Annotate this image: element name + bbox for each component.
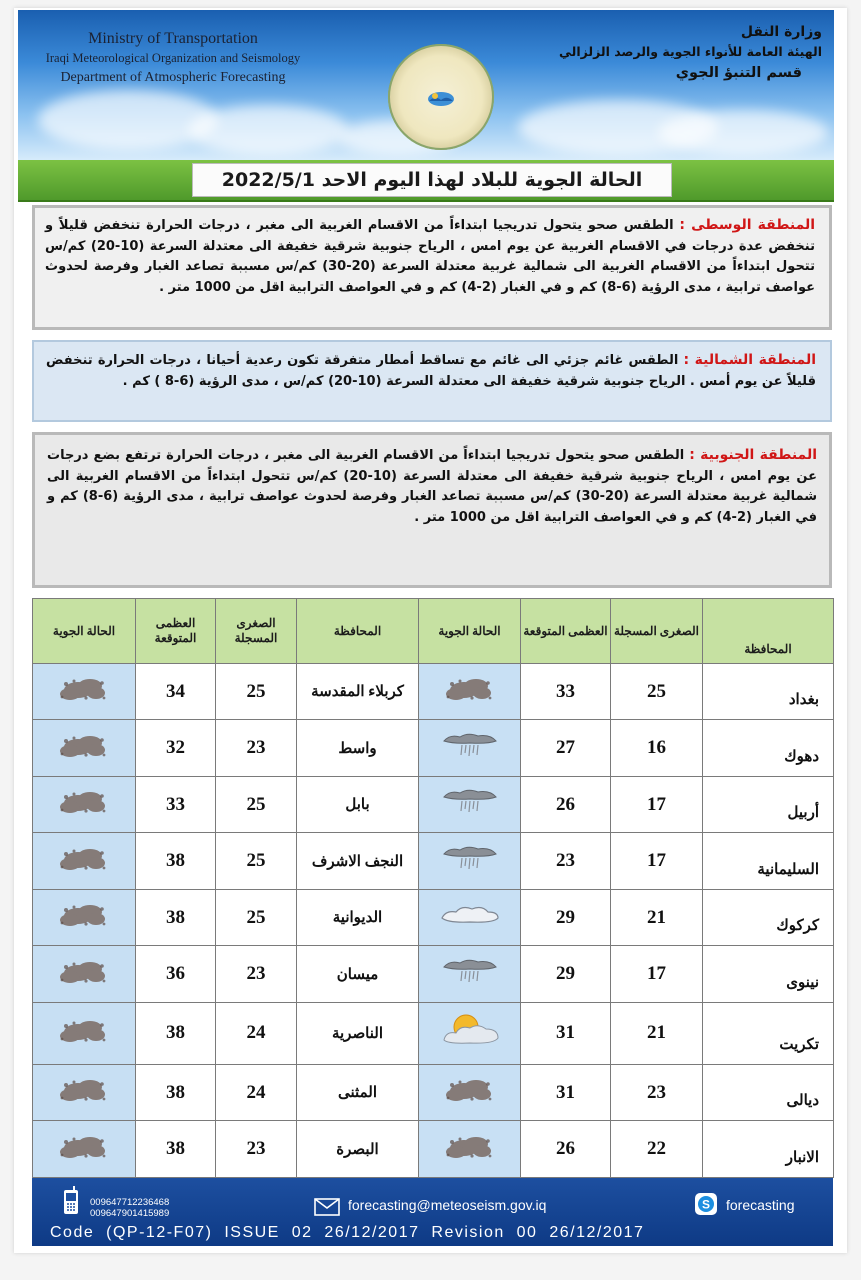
table-row: [33, 833, 834, 889]
min-temp-left: 23: [216, 946, 297, 1002]
table-row: [33, 664, 834, 720]
weather-icon-cell-right: [419, 833, 521, 889]
min-temp-right: 16: [611, 720, 703, 776]
header-weather-left: الحالة الجوية: [33, 599, 136, 664]
min-temp-right: 17: [611, 776, 703, 832]
table-row: [33, 946, 834, 1002]
organization-name-en: Iraqi Meteorological Organization and Seismology: [45, 51, 301, 65]
max-temp-left: 38: [136, 1002, 216, 1064]
table-header-row: [33, 599, 834, 664]
table-row: [33, 1064, 834, 1120]
dust-icon: [56, 1073, 112, 1112]
region-north-label: المنطقة الشمالية :: [683, 352, 816, 368]
weather-icon-cell-right: [419, 1064, 521, 1120]
dust-icon: [56, 842, 112, 881]
header-min-right: الصغرى المسجلة: [611, 599, 703, 664]
min-temp-right: 25: [611, 664, 703, 720]
min-temp-right: 17: [611, 946, 703, 1002]
weather-icon-cell-left: [33, 1121, 136, 1178]
province-name-left: البصرة: [297, 1121, 419, 1178]
min-temp-right: 21: [611, 1002, 703, 1064]
table-row: [33, 776, 834, 832]
province-name-right: تكريت: [703, 1002, 834, 1064]
table-row: [33, 889, 834, 945]
header-banner: [18, 10, 834, 160]
region-central-label: المنطقة الوسطى :: [679, 217, 816, 233]
min-temp-right: 21: [611, 889, 703, 945]
header-min-left: الصغرى المسجلة: [216, 599, 297, 664]
province-name-right: ديالى: [703, 1064, 834, 1120]
phone-icon: [62, 1186, 80, 1216]
weather-icon-cell-left: [33, 664, 136, 720]
ministry-name-en: Ministry of Transportation: [88, 30, 258, 47]
rain-cloud-icon: [440, 731, 500, 766]
weather-icon-cell-right: [419, 1121, 521, 1178]
dust-icon: [56, 898, 112, 937]
province-name-right: كركوك: [703, 889, 834, 945]
weather-icon-cell-right: [419, 776, 521, 832]
svg-text:S: S: [701, 1197, 711, 1212]
region-north: [32, 340, 832, 422]
partly-cloudy-icon: [438, 1012, 502, 1055]
region-central-text: الطقس صحو يتحول تدريجيا ابتداءاً من الاقسام الغربية الى مغبر ، درجات الحرارة تنخفض قليلاً و تنخفض عدة درجات في الاقسام الغربية عن يوم امس ، الرياح جنوبية شرقية خفيفة الى معتدلة السرعة (10-20) كم/س تتحول ابتداءاً من الاقسام الغربية الى شمالية غربية معتدلة السرعة (20-30) كم/س مسببة تصاعد الغبار وفرصة لحدوث عواصف ترابية ، مدى الرؤية (6-8) كم و في الغبار (2-4) كم و في العواصف الترابية اقل من 1000 متر .: [45, 218, 815, 295]
max-temp-left: 38: [136, 1121, 216, 1178]
skype-handle[interactable]: forecasting: [726, 1197, 795, 1213]
header-province-right: المحافظة: [703, 599, 834, 664]
province-name-left: النجف الاشرف: [297, 833, 419, 889]
skype-icon: [695, 1193, 717, 1215]
max-temp-right: 29: [521, 889, 611, 945]
table-row: [33, 720, 834, 776]
forecast-table: [32, 598, 834, 1178]
rain-cloud-icon: [440, 957, 500, 992]
max-temp-right: 26: [521, 776, 611, 832]
weather-icon-cell-right: [419, 889, 521, 945]
header-arabic: [542, 24, 822, 81]
dust-icon: [442, 1130, 498, 1169]
max-temp-left: 38: [136, 889, 216, 945]
province-name-right: دهوك: [703, 720, 834, 776]
max-temp-right: 33: [521, 664, 611, 720]
dust-icon: [56, 672, 112, 711]
min-temp-right: 17: [611, 833, 703, 889]
max-temp-left: 38: [136, 833, 216, 889]
max-temp-right: 26: [521, 1121, 611, 1178]
weather-icon-cell-left: [33, 889, 136, 945]
rain-cloud-icon: [440, 787, 500, 822]
region-north-text: الطقس غائم جزئي الى غائم مع تساقط أمطار متفرقة تكون رعدية أحيانا ، درجات الحرارة تنخفض قليلاً عن يوم أمس . الرياح جنوبية شرقية خفيفة الى معتدلة السرعة (10-20) كم/س ، مدى الرؤية (6-8 ) كم .: [46, 353, 816, 389]
weather-icon-cell-right: [419, 720, 521, 776]
province-name-right: الانبار: [703, 1121, 834, 1178]
max-temp-right: 23: [521, 833, 611, 889]
weather-icon-cell-right: [419, 1002, 521, 1064]
min-temp-left: 25: [216, 889, 297, 945]
footer-bar: [32, 1178, 833, 1246]
province-name-left: ميسان: [297, 946, 419, 1002]
weather-icon-cell-left: [33, 1002, 136, 1064]
weather-icon-cell-left: [33, 1064, 136, 1120]
dust-icon: [442, 1073, 498, 1112]
cloud-icon: [438, 902, 502, 933]
province-name-left: الناصرية: [297, 1002, 419, 1064]
header-weather-right: الحالة الجوية: [419, 599, 521, 664]
logo-emblem-icon: [425, 88, 457, 108]
max-temp-left: 34: [136, 664, 216, 720]
max-temp-right: 31: [521, 1002, 611, 1064]
dust-icon: [56, 955, 112, 994]
dust-icon: [56, 1014, 112, 1053]
min-temp-left: 25: [216, 664, 297, 720]
region-south-text: الطقس صحو يتحول تدريجيا ابتداءاً من الاقسام الغربية الى مغبر ، درجات الحرارة ترتفع بضع درجات عن يوم امس ، الرياح جنوبية شرقية خفيفة الى معتدلة السرعة (10-20) كم/س تتحول ابتداءاً من الاقسام الغربية الى شمالية غربية معتدلة السرعة (20-30) كم/س مسببة تصاعد الغبار وفرصة لحدوث عواصف ترابية ، مدى الرؤية (6-8) كم و في الغبار (2-4) كم و في العواصف الترابية اقل من 1000 متر .: [47, 448, 817, 525]
weather-icon-cell-left: [33, 946, 136, 1002]
max-temp-left: 36: [136, 946, 216, 1002]
max-temp-right: 29: [521, 946, 611, 1002]
page-title: الحالة الجوية للبلاد لهذا اليوم الاحد 2022/5/1: [192, 163, 672, 197]
dust-icon: [56, 729, 112, 768]
table-row: [33, 1121, 834, 1178]
province-name-right: السليمانية: [703, 833, 834, 889]
header-province-left: المحافظة: [297, 599, 419, 664]
weather-icon-cell-left: [33, 720, 136, 776]
min-temp-left: 24: [216, 1002, 297, 1064]
region-south: [32, 432, 832, 588]
province-name-right: بغداد: [703, 664, 834, 720]
weather-icon-cell-left: [33, 833, 136, 889]
min-temp-right: 22: [611, 1121, 703, 1178]
min-temp-left: 24: [216, 1064, 297, 1120]
province-name-left: كربلاء المقدسة: [297, 664, 419, 720]
envelope-icon: [314, 1198, 340, 1216]
max-temp-left: 38: [136, 1064, 216, 1120]
max-temp-right: 27: [521, 720, 611, 776]
province-name-right: أربيل: [703, 776, 834, 832]
min-temp-left: 23: [216, 1121, 297, 1178]
province-name-left: بابل: [297, 776, 419, 832]
department-name-ar: قسم التنبؤ الجوي: [675, 65, 802, 81]
weather-icon-cell-left: [33, 776, 136, 832]
phone-numbers: [90, 1197, 169, 1219]
phone-number-2: 009647901415989: [90, 1208, 170, 1219]
min-temp-left: 23: [216, 720, 297, 776]
organization-name-ar: الهيئة العامة للأنواء الجوية والرصد الزلزالي: [559, 44, 822, 59]
max-temp-left: 32: [136, 720, 216, 776]
phone-number-1: 009647712236468: [90, 1197, 170, 1208]
min-temp-left: 25: [216, 776, 297, 832]
province-name-left: الديوانية: [297, 889, 419, 945]
dust-icon: [56, 1130, 112, 1169]
province-name-left: واسط: [297, 720, 419, 776]
header-max-right: العظمى المتوقعة: [521, 599, 611, 664]
contact-email[interactable]: forecasting@meteoseism.gov.iq: [348, 1197, 547, 1213]
weather-icon-cell-right: [419, 664, 521, 720]
province-name-left: المثنى: [297, 1064, 419, 1120]
region-south-label: المنطقة الجنوبية :: [689, 447, 817, 463]
department-name-en: Department of Atmospheric Forecasting: [60, 70, 286, 85]
organization-logo: [388, 44, 494, 150]
header-english: [18, 30, 328, 86]
ministry-name-ar: وزارة النقل: [740, 24, 822, 40]
min-temp-right: 23: [611, 1064, 703, 1120]
document-code: Code (QP-12-F07) ISSUE 02 26/12/2017 Revision 00 26/12/2017: [50, 1224, 645, 1241]
header-max-left: العظمى المتوقعة: [136, 599, 216, 664]
table-row: [33, 1002, 834, 1064]
region-central: [32, 205, 832, 330]
dust-icon: [442, 672, 498, 711]
province-name-right: نينوى: [703, 946, 834, 1002]
max-temp-left: 33: [136, 776, 216, 832]
min-temp-left: 25: [216, 833, 297, 889]
dust-icon: [56, 785, 112, 824]
max-temp-right: 31: [521, 1064, 611, 1120]
weather-icon-cell-right: [419, 946, 521, 1002]
rain-cloud-icon: [440, 844, 500, 879]
